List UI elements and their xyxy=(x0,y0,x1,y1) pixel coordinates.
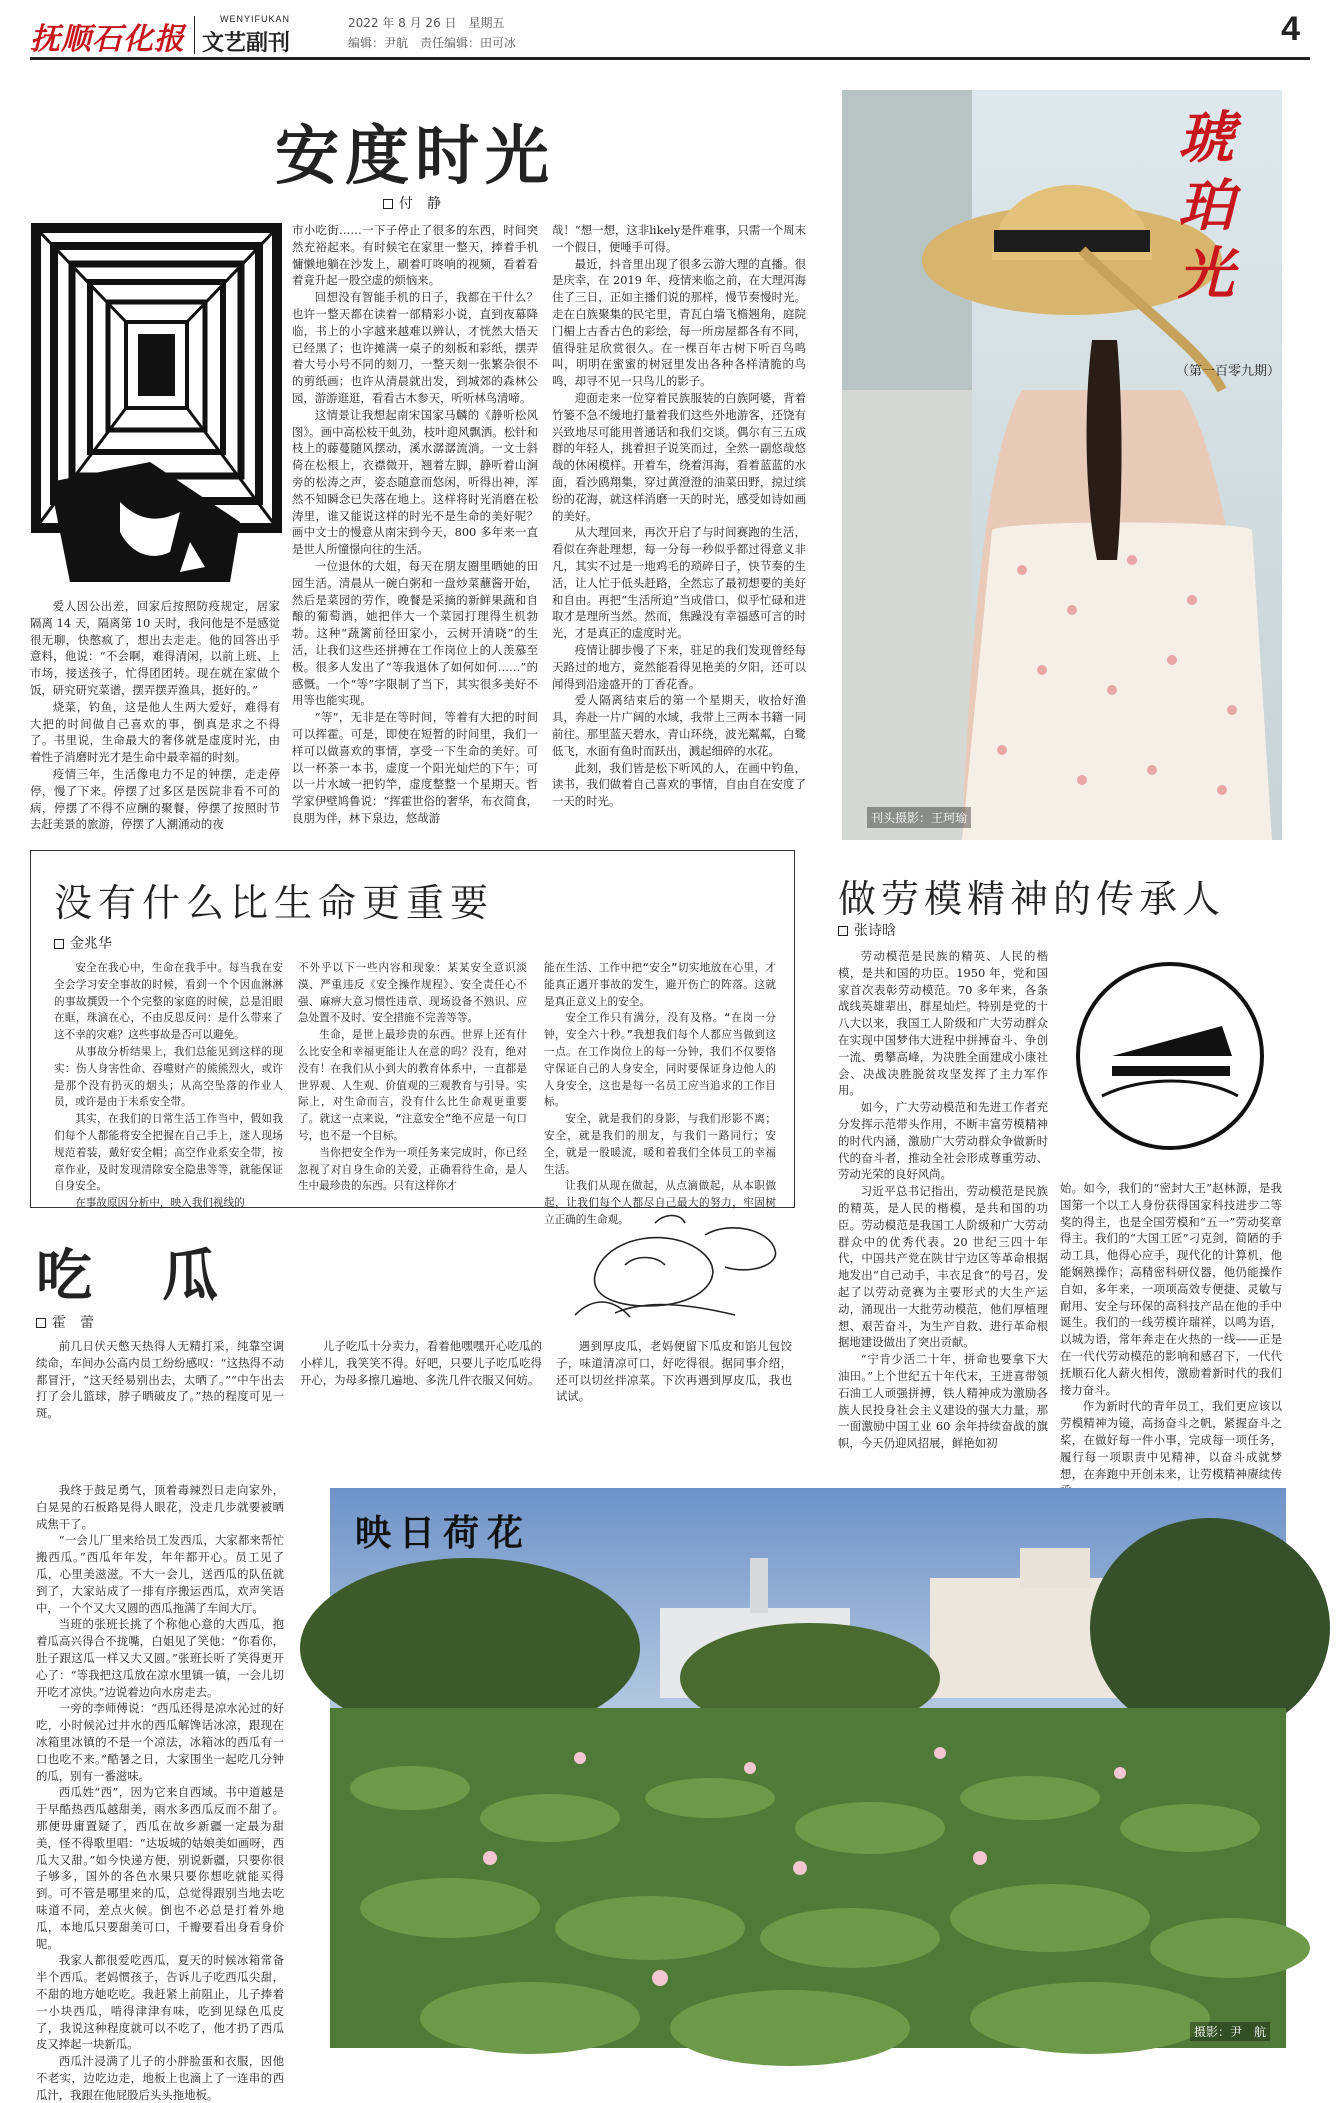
paragraph: 儿子吃瓜十分卖力，看着他嘿嘿开心吃瓜的小样儿，我笑笑不得。好吧，只要儿子吃瓜吃得开心，为母多擦几遍地、多洗几件衣服又何妨。 xyxy=(300,1339,542,1387)
paragraph: 劳动模范是民族的精英、人民的楷模，是共和国的功臣。1950 年，党和国家首次表彰劳动模范。70 多年来，各条战线英雄辈出，群星灿烂。特别是党的十八大以来，我国工人阶级和广大劳动群众在实现中国梦伟大进程中拼搏奋斗、争创一流、勇攀高峰，为决胜全面建成小康社会、决战决胜脱贫攻坚发挥了主力军作用。 xyxy=(838,949,1048,1098)
paragraph: 爱人隔离结束后的第一个星期天，收拾好渔具，奔赴一片广阔的水域，我带上三两本书籍一同前往。那里蓝天碧水，青山环绕，波光粼粼，白鹭低飞，水面有鱼时而跃出，溅起细碎的水花。 xyxy=(552,693,806,758)
paragraph: 从事故分析结果上，我们总能见到这样的现实：伤人身害性命、吞噬财产的熊熊烈火，或许是那个没有扔灭的烟头；从高空坠落的作业人员，或许是由于未系安全带。 xyxy=(54,1045,283,1109)
byline-box-icon xyxy=(36,1318,46,1328)
paragraph: 在事故原因分析中，映入我们视线的 xyxy=(75,1197,245,1210)
page-number: 4 xyxy=(1281,10,1300,48)
paragraph: 安全，就是我们的身影，与我们形影不离；安全，就是我们的朋友，与我们一路同行；安全，就是一股暖流，暖和着我们全体员工的幸福生活。 xyxy=(544,1113,776,1176)
article-column xyxy=(838,948,1048,1488)
article-title: 没有什么比生命更重要 xyxy=(54,881,495,925)
paragraph: 安全在我心中，生命在我手中。每当我在安全会学习安全事故的时候，看到一个个因血淋淋的事故撰毁一个个完整的家庭的时候，总是泪眼在眶，珠滴在心，不由反思反问：是什么带来了这不幸的灾难？这些事故是否可以避免。 xyxy=(54,962,283,1042)
author-name: 张诗晗 xyxy=(854,923,896,939)
paragraph: 西瓜汁浸满了儿子的小胖脸蛋和衣服，因他不老实，边吃边走，地板上也滴上了一连串的西瓜汁，我跟在他屁股后头头拖地板。 xyxy=(36,2054,284,2102)
paragraph: 习近平总书记指出，劳动模范是民族的精英，是人民的楷模，是共和国的功臣。劳动模范是我国工人阶级和广大劳动群众中的优秀代表。20 世纪三四十年代，中国共产党在陕甘宁边区等革命根据地发出“自己动手，丰衣足食”的号召，发起了以劳动竞赛为主要形式的大生产运动，涌现出一大批劳动模范，他们厚植理想、艰苦奋斗，为生产自救、进行革命根据地建设做出了突出贡献。 xyxy=(838,1184,1048,1350)
article-column xyxy=(54,960,283,1210)
masthead xyxy=(30,10,1310,60)
paragraph: 其实，在我们的日常生活工作当中，假如我们每个人都能将安全把握在自己手上，迷人现场规范着装，戴好安全帽；高空作业系安全带，按章作业，及时发现清除安全隐患等等，就能保证自身安全。 xyxy=(54,1113,283,1193)
article-column xyxy=(36,1482,284,2102)
paragraph: 一位退休的大姐，每天在朋友圈里晒她的田园生活。清晨从一碗白粥和一盘炒菜蘸酱开始，然后是菜园的劳作，晚餐是采摘的新鲜果蔬和自酿的葡萄酒，她把伴大一个菜园打理得生机勃勃。这种“蔬篱前径田家小，云树开清晓”的生活，让我们这些还拼搏在工作岗位上的人羡慕至极。很多人发出了“等我退休了如何如何……”的感慨。一个“等”字限制了当下，其实很多美好不用等也能实现。 xyxy=(292,558,538,708)
article-column xyxy=(544,960,776,1226)
paragraph: 遇到厚皮瓜，老妈便留下瓜皮和馅儿包饺子，味道清凉可口，好吃得很。据同事介绍，还可以切丝拌凉菜。下次再遇到厚皮瓜，我也试试。 xyxy=(556,1339,792,1404)
paragraph: 疫情让脚步慢了下来，驻足的我们发现曾经每天路过的地方，竟然能看得见艳美的夕阳，还可以闻得到沿途盛开的丁香花香。 xyxy=(552,642,806,691)
paragraph: 从大理回来，再次开启了与时间赛跑的生活，看似在奔赴理想，每一分每一秒似乎都过得意义非凡，其实不过是一地鸡毛的琐碎日子，快节奏的生活，让人忙于低头赶路，全然忘了最初想要的美好和自由。再把“生活所迫”当成借口，似乎忙碌和进取才是理所当然。然而，焦躁没有幸福感可言的时光，才是真正的虚度时光。 xyxy=(552,525,806,641)
column-title: 琥珀光 xyxy=(1178,105,1234,307)
newspaper-logo: 抚顺石化报 xyxy=(30,22,185,57)
photo-credit: 刊头摄影：王珂瑜 xyxy=(867,807,971,828)
section-name-en: WENYIFUKAN xyxy=(220,14,291,24)
lotus-pond-photo xyxy=(330,1488,1286,2048)
paragraph: 爱人因公出差，回家后按照防疫规定，居家隔离 14 天，隔离第 10 天时，我问他是不是感觉很无聊，快憋疯了，想出去走走。他的回答出乎意料，他说：“不会啊，难得清闲，以前上班、上市场，接送孩子，忙得团团转。现在就在家做个饭，研究研究菜谱，摆弄摆弄渔具，挺好的。” xyxy=(30,599,280,697)
article-column xyxy=(292,222,538,832)
paragraph: 安全工作只有满分，没有及格。“在岗一分钟，安全六十秒。”我想我们每个人都应当做到这一点。在工作岗位上的每一分钟，我们不仅要恪守保证自己的人身安全，同时要保证身边他人的人身安全，这也是每一名员工应当追求的工作目标。 xyxy=(544,1012,776,1109)
watermelon-sketch xyxy=(555,1205,795,1330)
article-title: 做劳模精神的传承人 xyxy=(838,877,1226,921)
paragraph: 哉！”想一想，这非likely是件难事，只需一个周末一个假日，便唾手可得。 xyxy=(552,223,806,254)
paragraph: “一会儿厂里来给员工发西瓜，大家都来帮忙搬西瓜。”西瓜年年发，年年都开心。员工见了瓜，心里美滋滋。不大一会儿，送西瓜的队伍就到了，大家站成了一排有序搬运西瓜，欢声笑语中，一个个又大又圆的西瓜拖满了车间大厅。 xyxy=(36,1533,284,1615)
paragraph: 作为新时代的青年员工，我们更应该以劳模精神为镜，高扬奋斗之帆，紧握奋斗之桨，在做好每一件小事，完成每一项任务，履行每一项职责中见精神，以奋斗成就梦想，在奔跑中开创未来，让劳模精神赓续传 xyxy=(1060,1399,1282,1481)
paragraph: 如今，广大劳动模范和先进工作者充分发挥示范带头作用，不断丰富劳模精神的时代内涵，激励广大劳动群众争做新时代的奋斗者，推动全社会形成尊重劳动、劳动光荣的良好风尚。 xyxy=(838,1100,1048,1182)
paragraph: 烧菜，钓鱼，这是他人生两大爱好，难得有大把的时间做自己喜欢的事，倒真是求之不得了。书里说，生命最大的奢侈就是虚度时光，由着性子消磨时光才是生命中最幸福的时刻。 xyxy=(30,699,280,765)
article-column xyxy=(552,222,806,832)
article-byline xyxy=(838,920,896,940)
article-title: 吃瓜 xyxy=(36,1244,288,1309)
article-title: 安度时光 xyxy=(275,120,555,194)
paragraph: 前几日伏天憋天热得人无精打采，纯靠空调续命，车间办公高内员工纷纷感叹：“这热得不动都冒汗，“这天经易别出去，太晒了。”“中午出去打了会儿篮球，脖子晒破皮了。”热的程度可见一斑。 xyxy=(36,1339,284,1421)
author-name: 付 静 xyxy=(399,196,441,212)
paragraph: 西瓜姓“西”，因为它来自西域。书中道越是于早酷热西瓜越甜美，雨水多西瓜反而不甜了。那便毋庸置疑了，西瓜在故乡新疆一定最为甜美，怪不得歌里唱：“达坂城的姑娘美如画呀，西瓜大又甜。”如今快递方便，别说新疆，只要你很子够多，国外的各色水果只要你想吃就能买得到。可不管是哪里来的瓜，总觉得跟别当地去吃味道不同，差点火候。倒也不必总是打着外地瓜，本地瓜只要甜美可口，千瓣要看出身看身价呢。 xyxy=(36,1785,284,1951)
article-byline xyxy=(36,1312,94,1332)
paragraph: 这情景让我想起南宋国家马麟的《静听松风图》。画中高松枝干虬劲，枝叶迎风飘洒。松针和枝上的藤蔓随风摆动，溪水潺潺流淌。一文士斜倚在松根上，衣襟微开，翘着左脚，静听着山涧旁的松涛之声，姿态随意而悠闲，听得出神，浑然不知瞬念已失落在地上。这样将时光消磨在松涛里，谁又能说这样的时光不是生命的美好呢？画中文士的慢意从南宋到今天，800 多年来一直是世人所憧憬向往的生活。 xyxy=(292,407,538,557)
woodcut-illustration xyxy=(30,222,283,592)
paragraph: 始。如今，我们的“密封大王”赵林源，是我国第一个以工人身份获得国家科技进步二等奖的得主，也是全国劳模和“五一”劳动奖章得主。我们的“大国工匠”刁克剑，简陋的手动工具，他得心应手，现代化的计算机，他能娴熟操作；高精密科研仪器，他仍能操作自如，多年来，一项项高效专便捷、灵敏与耐用、安全与环保的高科技产品在他的手中诞生。我们的一线劳模许瑞祥，以鸣为语，以城为语，常年奔走在火热的一线——正是在一代代劳动模范的影响和感召下，一代代抚顺石化人薪火相传，激励着新时代的我们接力奋斗。 xyxy=(1060,1181,1282,1397)
byline-box-icon xyxy=(54,939,64,949)
photo-title: 映日荷花 xyxy=(355,1512,532,1554)
paragraph: 我家人都很爱吃西瓜，夏天的时候冰箱常备半个西瓜。老妈惯孩子，告诉儿子吃西瓜尖甜，不甜的地方她吃吃。我赶紧上前阻止，儿子捧着一小块西瓜，啃得津津有味，吃到见绿色瓜皮了，我说这种程度就可以不吃了，他才扔了西瓜皮又捧起一块新瓜。 xyxy=(36,1953,284,2052)
paragraph: “宁肯少活二十年，拼命也要拿下大油田。”上个世纪五十年代末，王进喜带领石油工人顽强拼搏，铁人精神成为激励各族人民投身社会主义建设的强大力量，那一面激励中国工业 60 余年持续奋战的旗帜，今天仍迎风招展，鲜艳如初 xyxy=(838,1352,1048,1451)
paragraph: 不外乎以下一些内容和现象：某某安全意识淡漠、严重违反《安全操作规程》、安全责任心不强、麻痹大意习惯性违章、现场设备不熟识、应急处置不及时、安全措施不完善等等。 xyxy=(298,962,527,1025)
paragraph: 生命，是世上最珍贵的东西。世界上还有什么比安全和幸福更能让人在意的吗？没有，绝对没有！在我们从小到大的教育体系中，一直都是世界观、人生观、价值观的三观教育与引导。实际上，对生命而言，没有什么比生命观更重要了。就这一点来说，“注意安全”绝不应是一句口号，也不是一个目标。 xyxy=(298,1029,527,1142)
paragraph: 最近，抖音里出现了很多云游大理的直播。很是庆幸，在 2019 年，疫情来临之前，在大理洱海住了三日，正如主播们说的那样，慢节奏慢时光。走在白族聚集的民宅里，青瓦白墙飞檐翘角，庭院门楣上古香古色的彩绘，每一所房屋都各有不同，值得驻足欣赏很久。在一棵百年古树下听百鸟鸣叫，明明在蜜蜜的树冠里发出各种各样清脆的鸟鸣，却寻不见一只鸟儿的影子。 xyxy=(552,256,806,389)
author-name: 金兆华 xyxy=(70,936,112,952)
paragraph: 此刻，我们皆是松下听风的人，在画中钓鱼，读书，我们做着自己喜欢的事情，自由自在安度了一天的时光。 xyxy=(552,760,806,809)
company-emblem xyxy=(1072,946,1268,1166)
paragraph: 一旁的李师傅说：“西瓜还得是凉水沁过的好吃，小时候沁过井水的西瓜解馋话冰凉，跟现在冰箱里冰镇的不是一个凉法，冰箱冰的西瓜有一口也吃不来。”酷暑之日，大家围坐一起吃几分钟的瓜，别有一番滋味。 xyxy=(36,1701,284,1783)
paragraph: 当班的张班长挑了个称他心意的大西瓜，抱着瓜高兴得合不拢嘴，白姐见了笑他：“你看你，肚子跟这瓜一样又大又圆。”张班长听了笑得更开心了：“等我把这瓜放在凉水里镇一镇，一会儿切开吃才凉快。”边说着边向水房走去。 xyxy=(36,1617,284,1699)
paragraph: 能在生活、工作中把“安全”切实地放在心里，才能真正遇开事故的发生，避开伤亡的阵落。这就是真正意义上的安全。 xyxy=(544,962,776,1008)
author-name: 霍 蕾 xyxy=(52,1315,94,1331)
issue-number: （第一百零九期） xyxy=(1176,364,1281,379)
article-column xyxy=(30,598,280,830)
paragraph: 回想没有智能手机的日子，我都在干什么？也许一整天都在读着一部精彩小说，直到夜幕降临，书上的小字越来越难以辨认，才恍然大悟天已经黑了；也许摊满一桌子的刻板和彩纸，摆弄着大号小号不同的刻刀，一整天刻一张繁杂很不的剪纸画；也许从清晨就出发，到城郊的森林公园，游游逛逛，看看古木参天，听听林鸟清啼。 xyxy=(292,290,538,405)
masthead-divider xyxy=(194,16,195,54)
article-column xyxy=(1060,1180,1282,1488)
article-column xyxy=(556,1338,792,1478)
article-column xyxy=(298,960,527,1192)
paragraph: 市小吃街……一下子停止了很多的东西，时间突然充裕起来。有时候宅在家里一整天，捧着手机慵懒地躺在沙发上，刷着叮咚响的视频，看着看着竟升起一股空虚的烦恼来。 xyxy=(292,223,538,288)
paragraph: 疫情三年，生活像电力不足的钟摆，走走停停，慢了下来。停摆了过多区是医院非看不可的病，停摆了不得不应酬的聚餐，停摆了按照时节去赶美景的旅游，停摆了人潮涌动的夜 xyxy=(30,766,280,832)
article-column xyxy=(36,1338,284,1478)
issue-date: 2022 年 8 月 26 日 星期五 xyxy=(348,16,505,30)
article-byline xyxy=(383,193,441,213)
photo-credit: 摄影：尹 航 xyxy=(1190,2022,1270,2041)
editors-line: 编辑：尹航 责任编辑：田可冰 xyxy=(348,36,517,50)
paragraph: 迎面走来一位穿着民族服装的白族阿婆，背着竹篓不急不缓地打量着我们这些外地游客，还饶有兴致地尽可能用普通话和我们交谈。偶尔有三五成群的年轻人，挑着担子说笑而过，全然一副悠哉悠哉的休闲模样。开着车，绕着洱海，看着蓝蓝的水面，看沙鸥翔集，穿过黄澄澄的油菜田野，掠过缤纷的花海，就这样消磨一天的时光，感受如诗如画的美好。 xyxy=(552,390,806,523)
paragraph: 我终于鼓足勇气，顶着毒辣烈日走向家外，白晃晃的石板路晃得人眼花，没走几步就要被晒成焦干了。 xyxy=(36,1483,284,1531)
section-name: 文艺副刊 xyxy=(202,31,291,56)
byline-box-icon xyxy=(838,926,848,936)
byline-box-icon xyxy=(383,199,393,209)
paragraph: 当你把安全作为一项任务来完成时，你已经忽视了对自身生命的关爱，正确看待生命，是人生中最珍贵的东西。只有这样你才 xyxy=(298,1146,527,1193)
article-byline xyxy=(54,933,112,953)
paragraph: 让我们从现在做起，从点滴做起，从本职做起，让我们每个人都尽自己最大的努力，牢固树立正确的生命观。 xyxy=(544,1180,776,1226)
paragraph: “等”，无非是在等时间，等着有大把的时间可以挥霍。可是，即使在短暂的时间里，我们一样可以做喜欢的事情，享受一下生命的美好。可以一杯茶一本书，虚度一个阳光灿烂的下午；可以一片水域一把钓竿，虚度整整一个星期天。哲学家伊壁鸠鲁说：“挥霍世俗的奢华，布衣简食，良朋为伴，林下泉边，悠哉游 xyxy=(292,710,538,825)
article-column xyxy=(300,1338,542,1478)
